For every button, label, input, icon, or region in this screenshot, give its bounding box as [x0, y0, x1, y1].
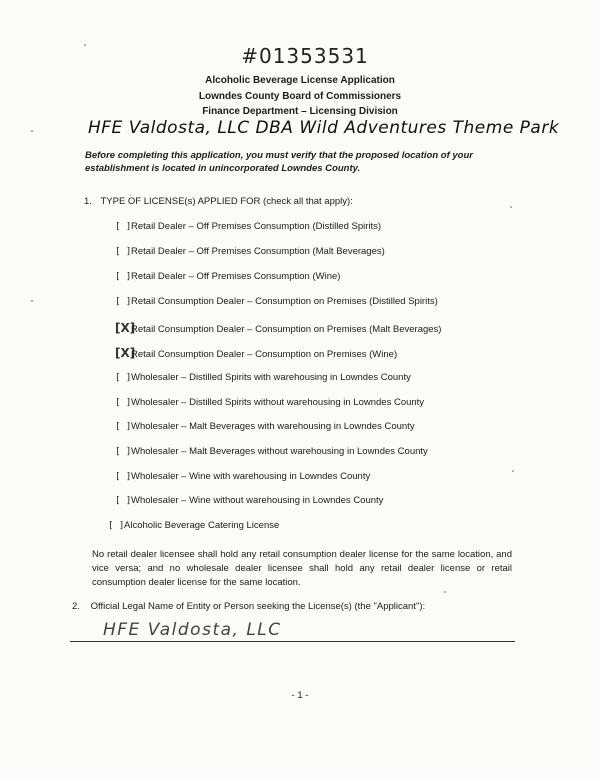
- checkbox-checked[interactable]: [X]: [115, 346, 136, 360]
- license-option[interactable]: [108, 520, 279, 531]
- header-department: Finance Department – Licensing Division: [202, 106, 398, 117]
- question-1-label: TYPE OF LICENSE(s) APPLIED FOR (check all that apply):: [100, 196, 353, 207]
- answer-line: [70, 641, 515, 642]
- license-option[interactable]: [115, 321, 441, 335]
- header-title: Alcoholic Beverage License Application: [205, 75, 395, 86]
- checkbox[interactable]: [ ]: [115, 398, 132, 408]
- license-option-label: Alcoholic Beverage Catering License: [124, 520, 280, 531]
- question-2-number: 2.: [72, 601, 80, 612]
- license-option-label: Wholesaler – Malt Beverages with warehousing in Lowndes County: [131, 421, 415, 432]
- scan-speck: [84, 44, 86, 46]
- checkbox[interactable]: [ ]: [115, 297, 132, 307]
- checkbox[interactable]: [ ]: [115, 422, 132, 432]
- question-1: [84, 196, 353, 207]
- header-county: Lowndes County Board of Commissioners: [198, 91, 402, 102]
- license-option[interactable]: [115, 346, 397, 360]
- license-option-label: Retail Consumption Dealer – Consumption on Premises (Malt Beverages): [131, 324, 442, 335]
- question-1-number: 1.: [84, 196, 92, 207]
- license-option[interactable]: [115, 471, 370, 482]
- instructions: Before completing this application, you must verify that the proposed location of your establishment is located in unincorporated Lowndes County.: [85, 150, 473, 174]
- license-option-label: Wholesaler – Wine with warehousing in Lowndes County: [131, 471, 371, 482]
- license-restriction-note: No retail dealer licensee shall hold any retail consumption dealer license for the same location, and vice versa; and no wholesale dealer licensee shall hold any retail dealer license or retail consumption dealer license for the same location.: [92, 549, 512, 588]
- checkbox[interactable]: [ ]: [115, 247, 132, 257]
- license-option[interactable]: [115, 421, 415, 432]
- scan-speck: [512, 470, 514, 472]
- checkbox[interactable]: [ ]: [115, 472, 132, 482]
- scan-speck: [31, 300, 33, 302]
- license-option-label: Retail Dealer – Off Premises Consumption (Wine): [131, 271, 341, 282]
- checkbox[interactable]: [ ]: [115, 272, 132, 282]
- scan-speck: [31, 130, 33, 132]
- license-option[interactable]: [115, 296, 438, 307]
- license-option-label: Wholesaler – Distilled Spirits with warehousing in Lowndes County: [131, 372, 411, 383]
- license-option[interactable]: [115, 495, 383, 506]
- license-option-label: Retail Consumption Dealer – Consumption on Premises (Distilled Spirits): [131, 296, 438, 307]
- license-option[interactable]: [115, 221, 381, 232]
- question-2: [72, 601, 425, 612]
- license-option-label: Retail Dealer – Off Premises Consumption (Malt Beverages): [131, 246, 385, 257]
- license-option[interactable]: [115, 271, 340, 282]
- checkbox[interactable]: [ ]: [115, 222, 132, 232]
- page-number: - 1 -: [291, 690, 309, 701]
- checkbox-checked[interactable]: [X]: [115, 321, 136, 335]
- license-option-label: Retail Dealer – Off Premises Consumption (Distilled Spirits): [131, 221, 382, 232]
- license-option[interactable]: [115, 397, 424, 408]
- license-option-label: Wholesaler – Distilled Spirits without warehousing in Lowndes County: [131, 397, 425, 408]
- license-option-label: Wholesaler – Malt Beverages without warehousing in Lowndes County: [131, 446, 428, 457]
- checkbox[interactable]: [ ]: [115, 373, 132, 383]
- question-2-label: Official Legal Name of Entity or Person seeking the License(s) (the "Applicant"):: [90, 601, 426, 612]
- license-option[interactable]: [115, 372, 411, 383]
- checkbox[interactable]: [ ]: [108, 521, 125, 531]
- checkbox[interactable]: [ ]: [115, 496, 132, 506]
- scan-speck: [444, 591, 446, 593]
- handwritten-business-name: HFE Valdosta, LLC DBA Wild Adventures Theme Park: [88, 118, 560, 138]
- document-stamp-number: #01353531: [241, 44, 369, 68]
- license-option[interactable]: [115, 246, 385, 257]
- license-option[interactable]: [115, 446, 428, 457]
- license-option-label: Wholesaler – Wine without warehousing in Lowndes County: [131, 495, 384, 506]
- license-option-label: Retail Consumption Dealer – Consumption on Premises (Wine): [131, 349, 398, 360]
- scan-speck: [510, 206, 512, 208]
- applicant-name-handwritten[interactable]: HFE Valdosta, LLC: [103, 620, 282, 640]
- checkbox[interactable]: [ ]: [115, 447, 132, 457]
